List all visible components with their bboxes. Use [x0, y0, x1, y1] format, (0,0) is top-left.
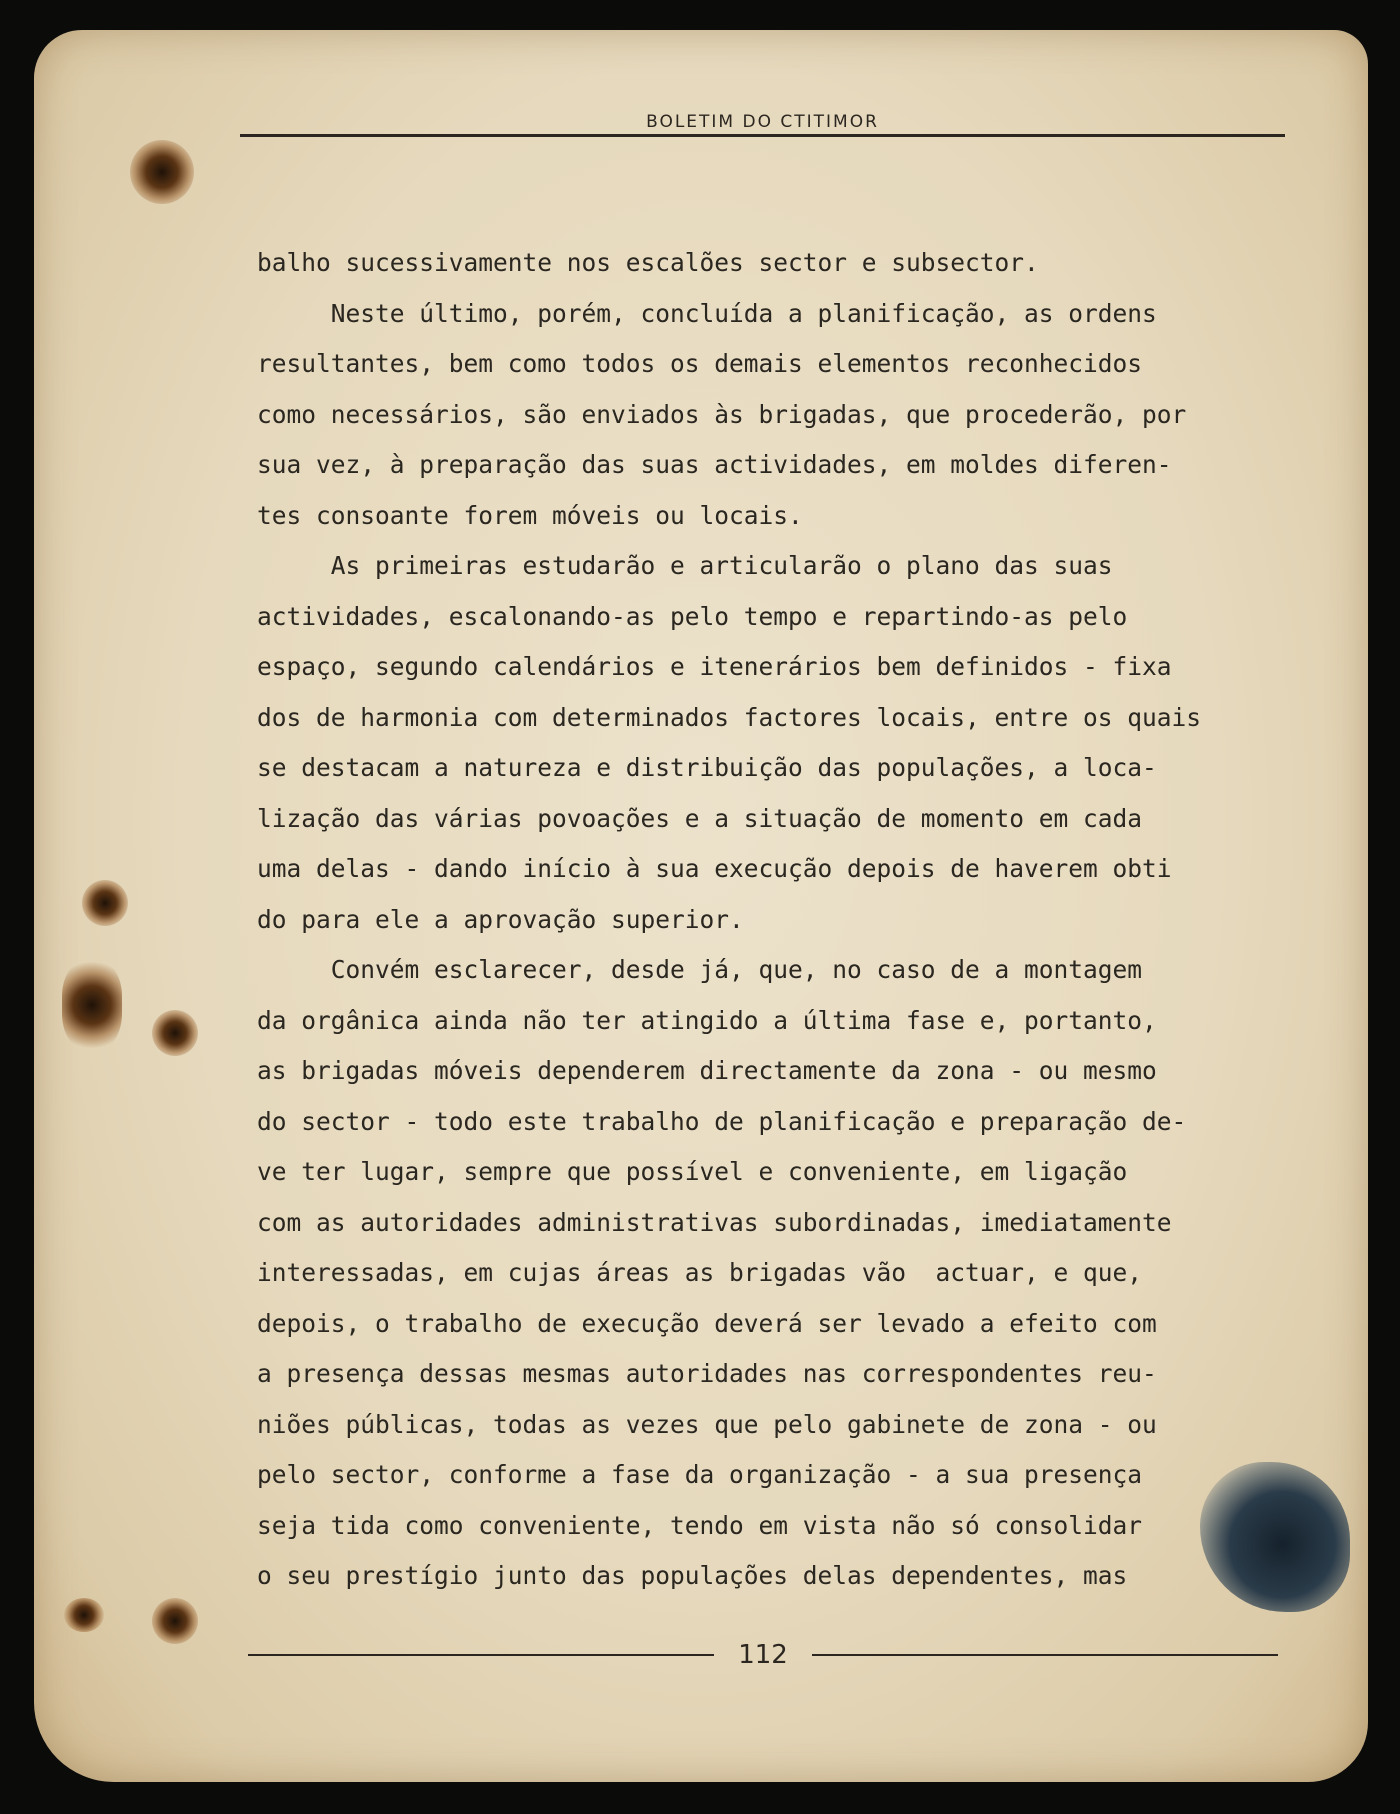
text-line: sua vez, à preparação das suas actividades, em moldes diferen- [257, 450, 1172, 479]
text-line: interessadas, em cujas áreas as brigadas vão actuar, e que, [257, 1258, 1143, 1287]
rust-stain [130, 140, 194, 204]
text-line: o seu prestígio junto das populações delas dependentes, mas [257, 1561, 1128, 1590]
text-line: resultantes, bem como todos os demais elementos reconhecidos [257, 349, 1143, 378]
text-line: da orgânica ainda não ter atingido a última fase e, portanto, [257, 1005, 1157, 1035]
text-line: as brigadas móveis dependerem directamente da zona - ou mesmo [257, 1056, 1157, 1085]
text-line: dos de harmonia com determinados factores locais, entre os quais [257, 702, 1202, 732]
footer-rule-right [812, 1654, 1278, 1656]
rust-stain [152, 1010, 198, 1056]
footer-rule-left [248, 1654, 714, 1656]
rust-stain [62, 960, 122, 1050]
text-line: pelo sector, conforme a fase da organização - a sua presença [257, 1460, 1143, 1489]
text-line: lização das várias povoações e a situação de momento em cada [257, 803, 1143, 833]
text-line: balho sucessivamente nos escalões sector e subsector. [257, 248, 1039, 277]
text-line: com as autoridades administrativas subordinadas, imediatamente [257, 1207, 1172, 1237]
rust-stain [152, 1598, 198, 1644]
body-text [257, 238, 1317, 1602]
text-line: a presença dessas mesmas autoridades nas correspondentes reu- [257, 1359, 1157, 1388]
text-line: niões públicas, todas as vezes que pelo gabinete de zona - ou [257, 1409, 1157, 1439]
text-line: se destacam a natureza e distribuição das populações, a loca- [257, 753, 1157, 782]
text-line: tes consoante forem móveis ou locais. [257, 500, 803, 530]
page-number: 112 [738, 1640, 788, 1670]
text-line: seja tida como conveniente, tendo em vista não só consolidar [257, 1510, 1143, 1540]
text-line: Convém esclarecer, desde já, que, no caso de a montagem [257, 955, 1143, 984]
rust-stain [82, 880, 128, 926]
rust-stain [64, 1598, 104, 1632]
text-line: ve ter lugar, sempre que possível e conveniente, em ligação [257, 1157, 1128, 1186]
text-line: espaço, segundo calendários e itenerários bem definidos - fixa [257, 652, 1172, 681]
text-line: uma delas - dando início à sua execução depois de haverem obti [257, 854, 1172, 883]
text-line: depois, o trabalho de execução deverá ser levado a efeito com [257, 1308, 1157, 1338]
text-line: como necessários, são enviados às brigadas, que procederão, por [257, 399, 1187, 429]
page-footer [248, 1640, 1278, 1670]
text-line: do para ele a aprovação superior. [257, 904, 744, 934]
page-header: BOLETIM DO CTITIMOR [240, 112, 1285, 137]
text-line: Neste último, porém, concluída a planificação, as ordens [257, 298, 1157, 328]
text-line: actividades, escalonando-as pelo tempo e repartindo-as pelo [257, 601, 1128, 631]
text-line: As primeiras estudarão e articularão o plano das suas [257, 551, 1113, 580]
text-line: do sector - todo este trabalho de planificação e preparação de- [257, 1106, 1187, 1136]
